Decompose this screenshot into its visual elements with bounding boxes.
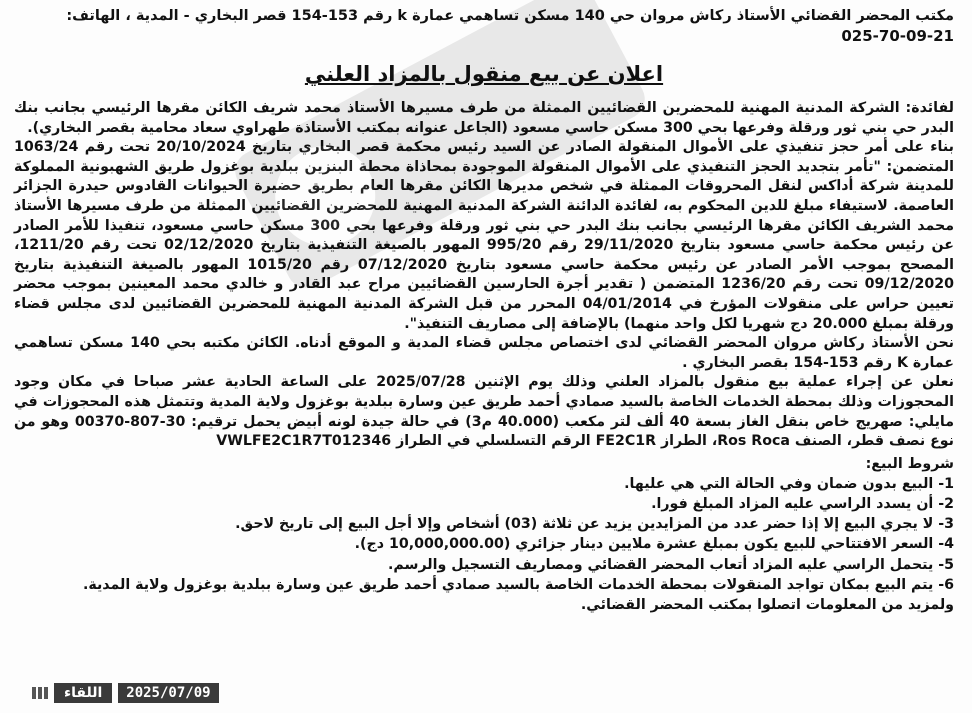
condition-item: 4- السعر الافتتاحي للبيع يكون بمبلغ عشرة ملايين دينار جزائري (10,000,000.00 دج). [354, 536, 954, 553]
seizure-order-paragraph: بناء على أمر حجز تنفيذي على الأموال المنقولة الصادر عن السيد رئيس محكمة قصر البخاري بتاريخ 20/10/2024 تحت رقم 1063/24 المتضمن: "تأمر بتجديد الحجز التنفيذي على الأموال المنقولة الموجودة بمحاذاة محطة البنزين ببلدية بوغزول طريق الشهبونية المملوكة للمدينة شركة أداكس لنقل المحروقات الممثلة في شخص مديرها الكائن مقرها العام بطريق حضيرة الحيوانات القادوس حيدرة الجزائر العاصمة. لاستيفاء مبلغ للدين المحكوم به، لفائدة الدائنة الشركة المدنية المهنية للمحضرين القضائيين الممثلة من طرف مسيرها الأستاذ محمد الشريف الكائن مقرها الرئيسي بجانب بنك البدر حي بني ثور ورقلة وفرعها بحي 300 مسكن حاسي مسعود، تنفيذا للأمر الصادر عن رئيس محكمة حاسي مسعود بتاريخ 29/11/2020 رقم 995/20 المهور بالصيغة التنفيذية بتاريخ 02/12/2020 تحت رقم 1211/20، المصحح بموجب الأمر الصادر عن رئيس محكمة حاسي مسعود بتاريخ 07/12/2020 رقم 1015/20 المهور بالصيغة التنفيذية بتاريخ 09/12/2020 تحت رقم 1236/20 المتضمن ( تقدير أجرة الحارسين القضائيين مراح عبد القادر و خالدي محمد المعينين بموجب محضر تعيين حراس على منقولات المؤرخ في 04/01/2014 المحرر من قبل الشركة المدنية المهنية للمحضرين القضائيين لدى مجلس قضاء ورقلة بمبلغ 20.000 دج شهريا لكل واحد منهما) بالإضافة إلى مصاريف التنفيذ". [14, 139, 954, 332]
office-phone: 025-70-09-21 [841, 27, 954, 45]
sale-conditions-list [14, 474, 954, 615]
bailiff-paragraph: نحن الأستاذ ركاش مروان المحضر القضائي لدى اختصاص مجلس قضاء المدية و الموقع أدناه. الكائن مكتبه بحي 140 مسكن تساهمي عمارة K رقم 153-154 بقصر البخاري . [14, 335, 954, 371]
condition-item: 3- لا يجري البيع إلا إذا حضر عدد من المزايدين يزيد عن ثلاثة (03) أشخاص وإلا أجل البيع إلى تاريخ لاحق. [235, 516, 954, 533]
office-header [14, 6, 954, 47]
footer-bar-icon [32, 687, 48, 699]
sale-conditions-heading: شروط البيع: [865, 455, 954, 472]
condition-item: 6- يتم البيع بمكان تواجد المنقولات بمحطة الخدمات الخاصة بالسيد صمادي أحمد طريق عين وسارة ببلدية بوغزول ولاية المدية. [82, 576, 954, 593]
contact-note: ولمزيد من المعلومات اتصلوا بمكتب المحضر القضائي. [580, 596, 954, 613]
creditor-paragraph: لفائدة: الشركة المدنية المهنية للمحضرين القضائيين الممثلة من طرف مسيرها الأستاذ محمد شريف الكائن مقرها الرئيسي بجانب بنك البدر حي بني ثور ورقلة وفرعها بحي 300 مسكن حاسي مسعود (الجاعل عنوانه بمكتب الأستاذة طهراوي سعاد محامية بقصر البخاري). [14, 100, 954, 136]
office-address: مكتب المحضر القضائي الأستاذ ركاش مروان حي 140 مسكن تساهمي عمارة k رقم 153-154 قصر البخاري - المدية ، الهاتف: [66, 8, 954, 24]
condition-item: 1- البيع بدون ضمان وفي الحالة التي هي عليها. [624, 475, 954, 492]
condition-item: 2- أن يسدد الراسي عليه المزاد المبلغ فورا. [651, 495, 954, 512]
newspaper-footer [32, 683, 219, 703]
condition-item: 5- يتحمل الراسي عليه المزاد أتعاب المحضر القضائي ومصاريف التسجيل والرسم. [387, 556, 954, 573]
auction-details-paragraph: نعلن عن إجراء عملية بيع منقول بالمزاد العلني وذلك يوم الإثنين 2025/07/28 على الساعة الحادية عشر صباحا في مكان وجود المحجوزات وذلك بمحطة الخدمات الخاصة بالسيد صمادي أحمد طريق عين وسارة ببلدية بوغزول ولاية المدية وتتمثل هذه المحجوزات في مايلي: صهريج خاص بنقل الغاز بسعة 40 ألف لتر مكعب (40.000 م3) في حالة جيدة لونه أبيض يحمل ترقيم: 30-807-00370 وهو من نوع نصف قطر، الصنف Ros Roca، الطراز FE2C1R الرقم التسلسلي في الطراز VWLFE2C1R7T012346 [14, 374, 955, 450]
newspaper-name: اللقاء [54, 683, 112, 703]
publication-date: 2025/07/09 [118, 683, 218, 703]
notice-title: اعلان عن بيع منقول بالمزاد العلني [304, 62, 664, 86]
